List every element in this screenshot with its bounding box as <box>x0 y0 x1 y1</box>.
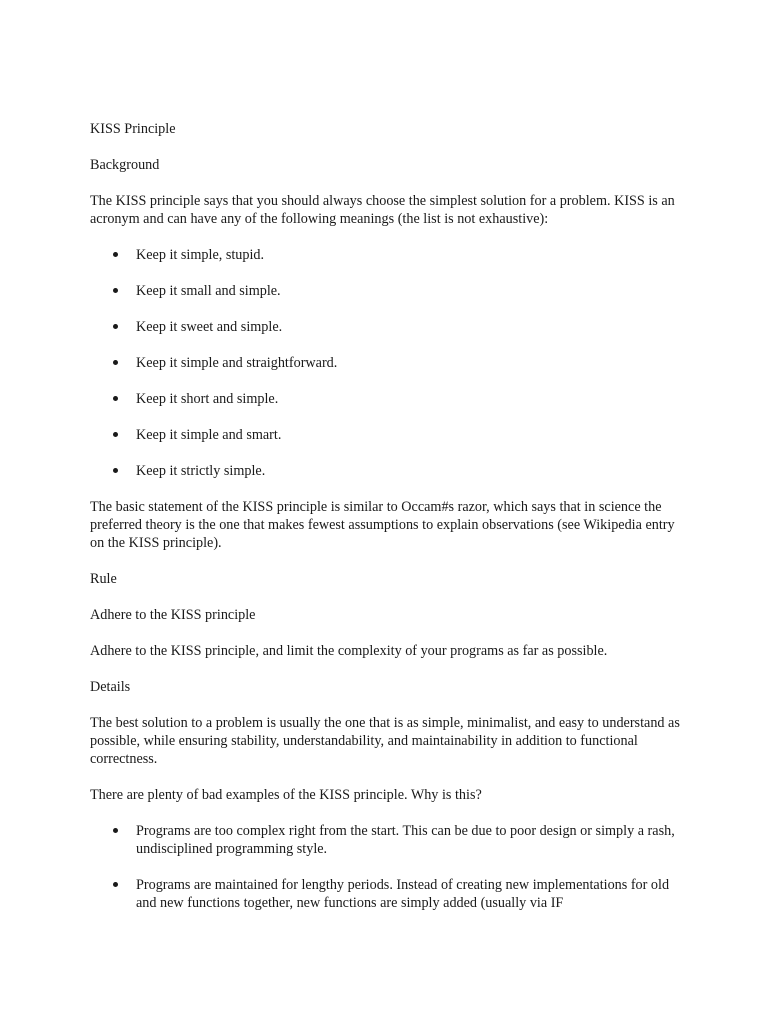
bullet-icon <box>113 432 118 437</box>
background-paragraph-2: The basic statement of the KISS principle is similar to Occam#s razor, which says that in science the preferred theory is the one that makes fewest assumptions to explain observations (see Wikipedia entry on the KISS principle). <box>90 499 675 551</box>
list-item-text: Keep it simple and straightforward. <box>136 355 338 371</box>
rule-text: Adhere to the KISS principle, and limit the complexity of your programs as far as possible. <box>90 643 608 659</box>
list-item-text: Keep it simple and smart. <box>136 427 282 443</box>
list-item-text: Keep it sweet and simple. <box>136 319 283 335</box>
list-item <box>90 354 690 372</box>
list-item-text: Keep it short and simple. <box>136 391 279 407</box>
list-item <box>90 426 690 444</box>
document-page <box>90 120 690 930</box>
background-heading: Background <box>90 157 160 173</box>
list-item-text: Programs are maintained for lengthy periods. Instead of creating new implementations for old and new functions together, new functions are simply added (usually via IF <box>136 877 670 911</box>
details-paragraph-1: The best solution to a problem is usually the one that is as simple, minimalist, and easy to understand as possible, while ensuring stability, understandability, and maintainability in addition to functional correctness. <box>90 715 680 767</box>
bullet-icon <box>113 360 118 365</box>
bullet-icon <box>113 288 118 293</box>
list-item-text: Keep it simple, stupid. <box>136 247 265 263</box>
details-heading: Details <box>90 679 131 695</box>
bullet-icon <box>113 324 118 329</box>
bullet-icon <box>113 396 118 401</box>
bullet-icon <box>113 828 118 833</box>
reasons-list <box>90 822 690 912</box>
rule-heading: Rule <box>90 571 117 587</box>
document-title: KISS Principle <box>90 121 176 137</box>
background-paragraph-1: The KISS principle says that you should always choose the simplest solution for a problem. KISS is an acronym and can have any of the following meanings (the list is not exhaustive): <box>90 193 675 227</box>
list-item <box>90 390 690 408</box>
rule-title: Adhere to the KISS principle <box>90 607 256 623</box>
list-item <box>90 462 690 480</box>
list-item-text: Keep it small and simple. <box>136 283 281 299</box>
bullet-icon <box>113 468 118 473</box>
meanings-list <box>90 246 690 480</box>
list-item-text: Programs are too complex right from the start. This can be due to poor design or simply a rash, undisciplined programming style. <box>136 823 675 857</box>
list-item <box>90 822 690 858</box>
list-item <box>90 318 690 336</box>
list-item <box>90 246 690 264</box>
list-item <box>90 282 690 300</box>
bullet-icon <box>113 252 118 257</box>
list-item <box>90 876 690 912</box>
bullet-icon <box>113 882 118 887</box>
details-paragraph-2: There are plenty of bad examples of the KISS principle. Why is this? <box>90 787 482 803</box>
list-item-text: Keep it strictly simple. <box>136 463 266 479</box>
